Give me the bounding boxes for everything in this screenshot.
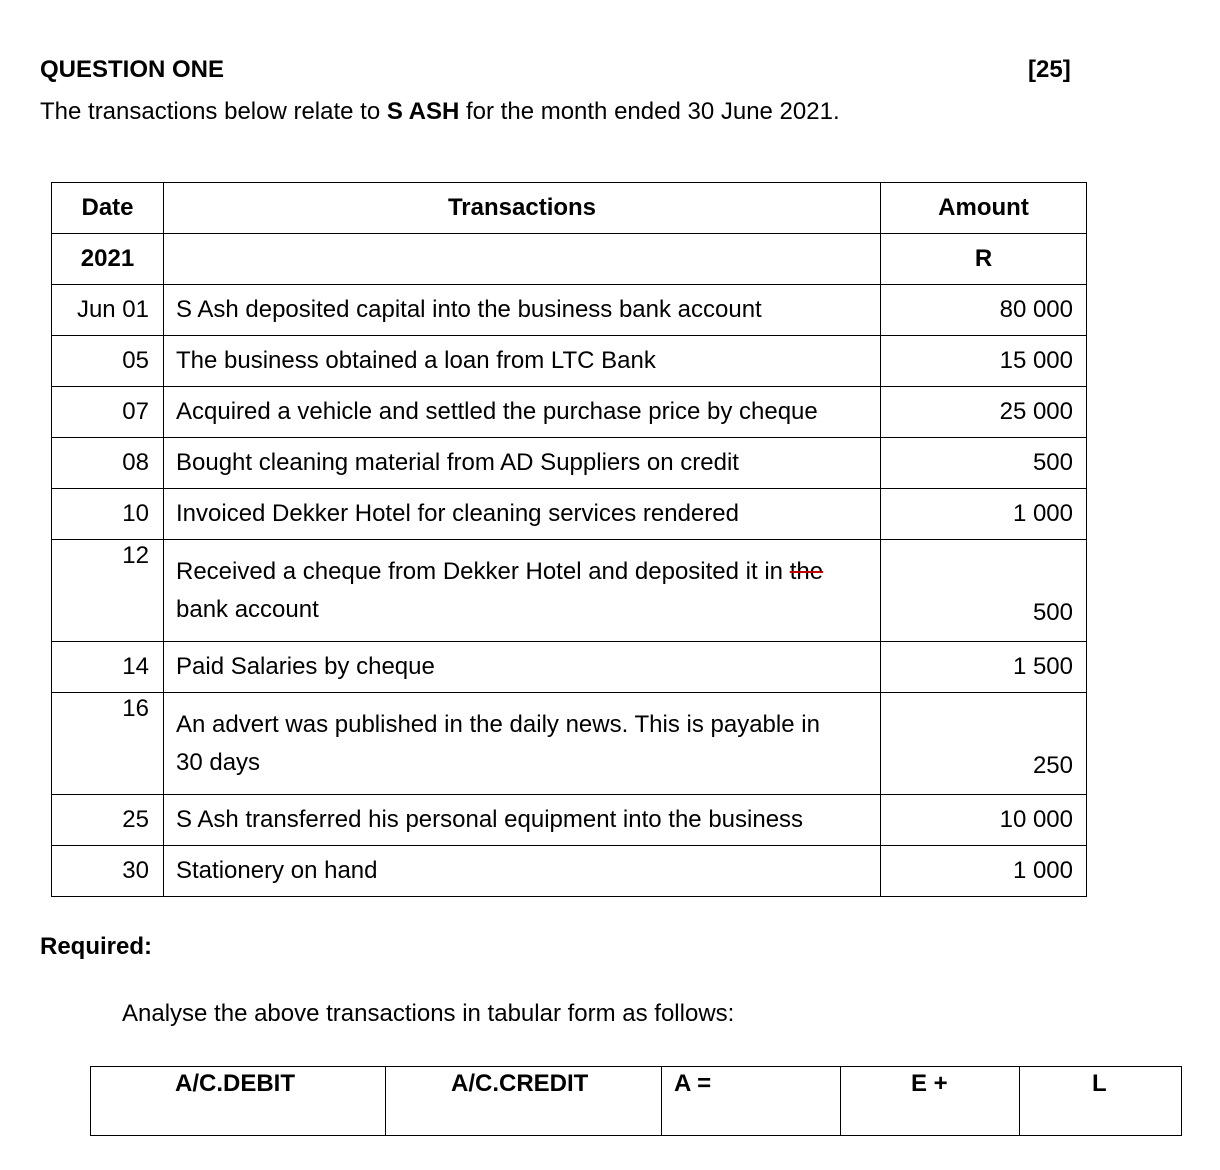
question-title: QUESTION ONE [40,56,225,83]
col-liabilities-label: L [1092,1070,1107,1097]
col-liabilities [1020,1067,1180,1135]
col-assets-label: A = [674,1070,712,1097]
col-credit-label: A/C.CREDIT [451,1070,589,1097]
table-row [52,489,1087,540]
col-debit [91,1067,386,1135]
row-text-line1: Received a cheque from Dekker Hotel and deposited it in [176,557,790,585]
intro-entity: S ASH [386,98,460,125]
required-label: Required: [40,933,153,960]
row-text-line2: 30 days [176,748,261,776]
transactions-table [51,182,1087,897]
table-row [52,438,1087,489]
row-transaction: Paid Salaries by cheque [164,642,881,693]
row-amount: 1 000 [881,489,1087,540]
header-currency: R [881,234,1087,285]
row-date: 05 [52,336,164,387]
row-amount: 80 000 [881,285,1087,336]
intro-text [40,98,840,126]
row-date: 08 [52,438,164,489]
row-date: Jun 01 [52,285,164,336]
row-amount: 25 000 [881,387,1087,438]
row-amount: 10 000 [881,795,1087,846]
table-subheader-row [52,234,1087,285]
header-date: Date [52,183,164,234]
table-row [52,795,1087,846]
col-equity-label: E + [911,1070,948,1097]
analysis-table [90,1066,1182,1136]
col-assets [662,1067,841,1135]
row-amount: 500 [881,540,1087,642]
row-amount: 1 500 [881,642,1087,693]
row-date: 12 [52,540,164,642]
header-year: 2021 [52,234,164,285]
table-row [52,336,1087,387]
table-row [52,642,1087,693]
table-row [52,540,1087,642]
row-text-line1: An advert was published in the daily news. This is payable in [176,710,820,738]
struck-word: the [789,557,824,585]
header-amount: Amount [881,183,1087,234]
row-text-line2: bank account [176,595,319,623]
row-date: 16 [52,693,164,795]
table-row [52,693,1087,795]
row-date: 30 [52,846,164,897]
intro-suffix: for the month ended 30 June 2021. [459,98,840,125]
table-header-row [52,183,1087,234]
row-transaction: S Ash transferred his personal equipment into the business [164,795,881,846]
table-row [52,846,1087,897]
row-amount: 15 000 [881,336,1087,387]
row-transaction: Stationery on hand [164,846,881,897]
table-row [52,387,1087,438]
table-row [52,285,1087,336]
row-date: 14 [52,642,164,693]
question-marks: [25] [1028,56,1071,83]
col-debit-label: A/C.DEBIT [175,1070,295,1097]
header-transactions: Transactions [164,183,881,234]
row-transaction [164,693,881,795]
row-transaction: S Ash deposited capital into the business bank account [164,285,881,336]
row-date: 07 [52,387,164,438]
col-equity [841,1067,1020,1135]
row-transaction: Invoiced Dekker Hotel for cleaning services rendered [164,489,881,540]
row-amount: 250 [881,693,1087,795]
row-amount: 1 000 [881,846,1087,897]
row-date: 25 [52,795,164,846]
row-transaction [164,540,881,642]
row-transaction: The business obtained a loan from LTC Bank [164,336,881,387]
instruction-text: Analyse the above transactions in tabular form as follows: [122,1000,735,1027]
header-empty [164,234,881,285]
row-amount: 500 [881,438,1087,489]
intro-prefix: The transactions below relate to [40,98,387,125]
row-transaction: Bought cleaning material from AD Suppliers on credit [164,438,881,489]
row-date: 10 [52,489,164,540]
row-transaction: Acquired a vehicle and settled the purchase price by cheque [164,387,881,438]
col-credit [386,1067,662,1135]
